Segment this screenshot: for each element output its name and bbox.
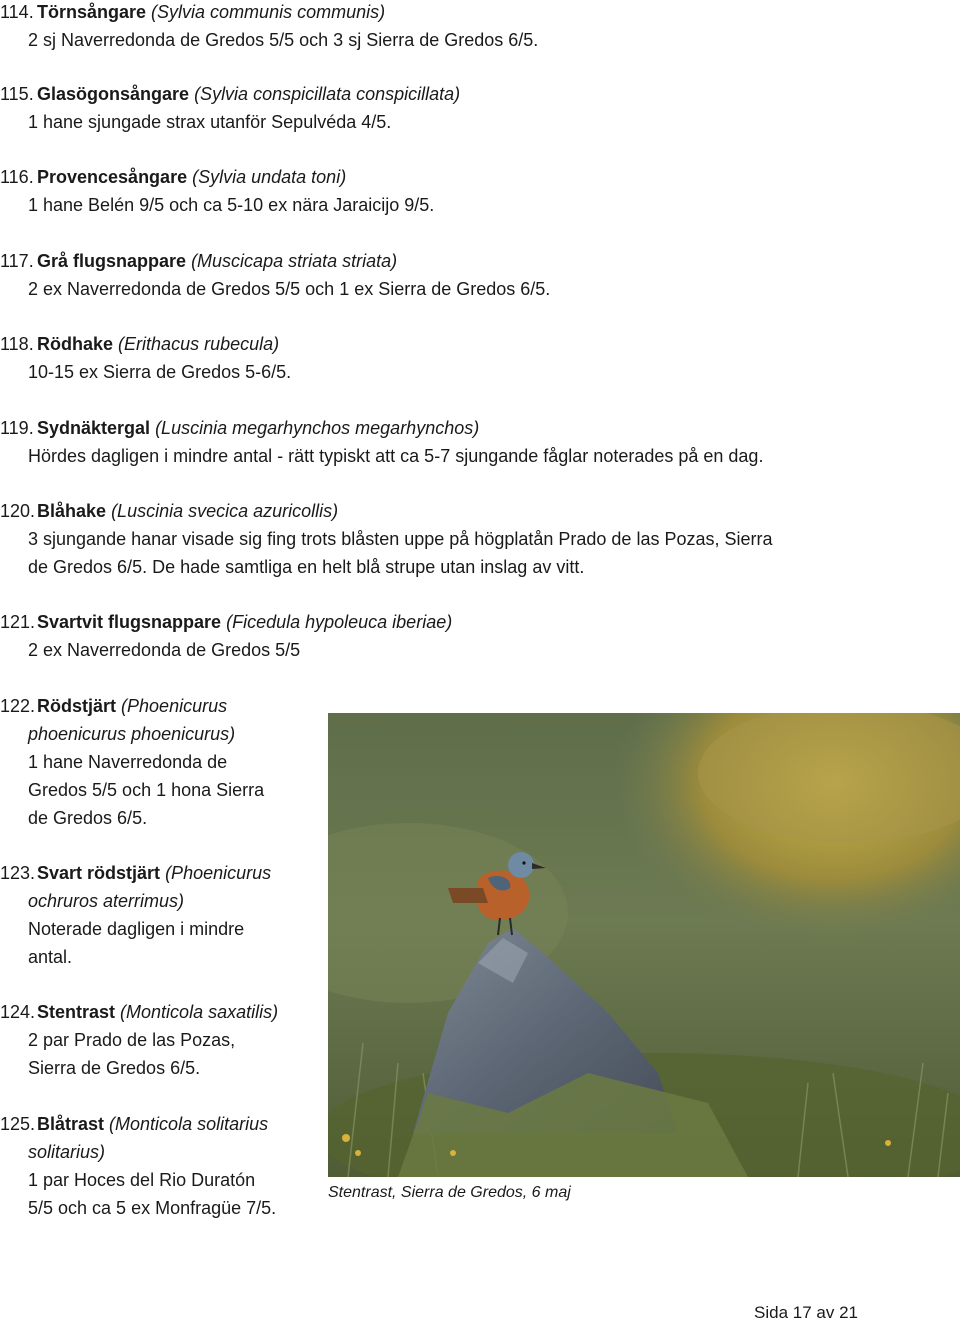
species-name: Sydnäktergal [37,418,151,438]
latin-name: (Luscinia megarhynchos megarhynchos) [155,418,480,438]
entry-text: Hördes dagligen i mindre antal - rätt typiskt att ca 5-7 sjungande fåglar noterades på en dag. [28,446,764,466]
entry-number: 123. [0,863,36,883]
entry-number: 120. [0,501,36,521]
species-entry-125 [0,1110,276,1222]
species-name: Grå flugsnappare [37,251,187,271]
entry-text: 2 ex Naverredonda de Gredos 5/5 och 1 ex Sierra de Gredos 6/5. [28,279,551,299]
species-name: Törnsångare [37,2,147,22]
entry-text: 1 hane Belén 9/5 och ca 5-10 ex nära Jaraicijo 9/5. [28,195,435,215]
species-name: Svart rödstjärt [37,863,161,883]
entry-number: 124. [0,1002,36,1022]
latin-name: (Sylvia communis communis) [151,2,386,22]
latin-name: (Muscicapa striata striata) [191,251,398,271]
entry-number: 115. [0,84,34,104]
species-entry-122 [0,692,264,832]
entry-text: antal. [28,947,73,967]
latin-name: (Sylvia conspicillata conspicillata) [194,84,461,104]
latin-name-cont: phoenicurus phoenicurus) [28,724,236,744]
entry-number: 125. [0,1114,36,1134]
entry-text: Sierra de Gredos 6/5. [28,1058,201,1078]
latin-name: (Phoenicurus [121,696,228,716]
entry-number: 121. [0,612,36,632]
species-entry-120 [0,497,900,581]
species-entry-118 [0,330,900,386]
entry-text: 5/5 och ca 5 ex Monfragüe 7/5. [28,1198,277,1218]
entry-text: 10-15 ex Sierra de Gredos 5-6/5. [28,362,292,382]
entry-number: 116. [0,167,34,187]
entry-text: 2 sj Naverredonda de Gredos 5/5 och 3 sj Sierra de Gredos 6/5. [28,30,539,50]
species-name: Provencesångare [37,167,188,187]
entry-number: 119. [0,418,34,438]
latin-name: (Sylvia undata toni) [192,167,347,187]
species-entry-115 [0,80,900,136]
latin-name-cont: solitarius) [28,1142,106,1162]
latin-name: (Phoenicurus [165,863,272,883]
species-entry-121 [0,608,900,664]
entry-text: Gredos 5/5 och 1 hona Sierra [28,780,265,800]
species-name: Svartvit flugsnappare [37,612,222,632]
entry-number: 118. [0,334,34,354]
entry-text: 2 ex Naverredonda de Gredos 5/5 [28,640,301,660]
entry-text: de Gredos 6/5. De hade samtliga en helt blå strupe utan inslag av vitt. [28,557,585,577]
entry-number: 117. [0,251,34,271]
entry-text: Noterade dagligen i mindre [28,919,245,939]
species-entry-123 [0,859,271,971]
species-name: Glasögonsångare [37,84,190,104]
species-entry-114 [0,0,900,54]
species-entry-124 [0,998,278,1082]
entry-number: 122. [0,696,36,716]
species-name: Stentrast [37,1002,116,1022]
latin-name-cont: ochruros aterrimus) [28,891,185,911]
species-entry-119 [0,414,900,470]
page-number: Sida 17 av 21 [754,1303,858,1322]
entry-text: 3 sjungande hanar visade sig fing trots blåsten uppe på högplatån Prado de las Pozas, Sierra [28,529,773,549]
entry-number: 114. [0,2,34,22]
entry-text: de Gredos 6/5. [28,808,148,828]
bird-photo [328,713,960,1177]
latin-name: (Ficedula hypoleuca iberiae) [226,612,453,632]
entry-text: 2 par Prado de las Pozas, [28,1030,236,1050]
species-name: Rödstjärt [37,696,117,716]
photo-caption: Stentrast, Sierra de Gredos, 6 maj [328,1184,571,1201]
entry-text: 1 hane sjungade strax utanför Sepulvéda 4/5. [28,112,392,132]
latin-name: (Erithacus rubecula) [118,334,280,354]
latin-name: (Monticola solitarius [109,1114,269,1134]
species-name: Blåhake [37,501,107,521]
species-entry-116 [0,163,900,219]
species-entry-117 [0,247,900,303]
latin-name: (Luscinia svecica azuricollis) [111,501,339,521]
species-name: Blåtrast [37,1114,105,1134]
entry-text: 1 par Hoces del Rio Duratón [28,1170,256,1190]
entry-text: 1 hane Naverredonda de [28,752,228,772]
latin-name: (Monticola saxatilis) [120,1002,279,1022]
species-name: Rödhake [37,334,114,354]
